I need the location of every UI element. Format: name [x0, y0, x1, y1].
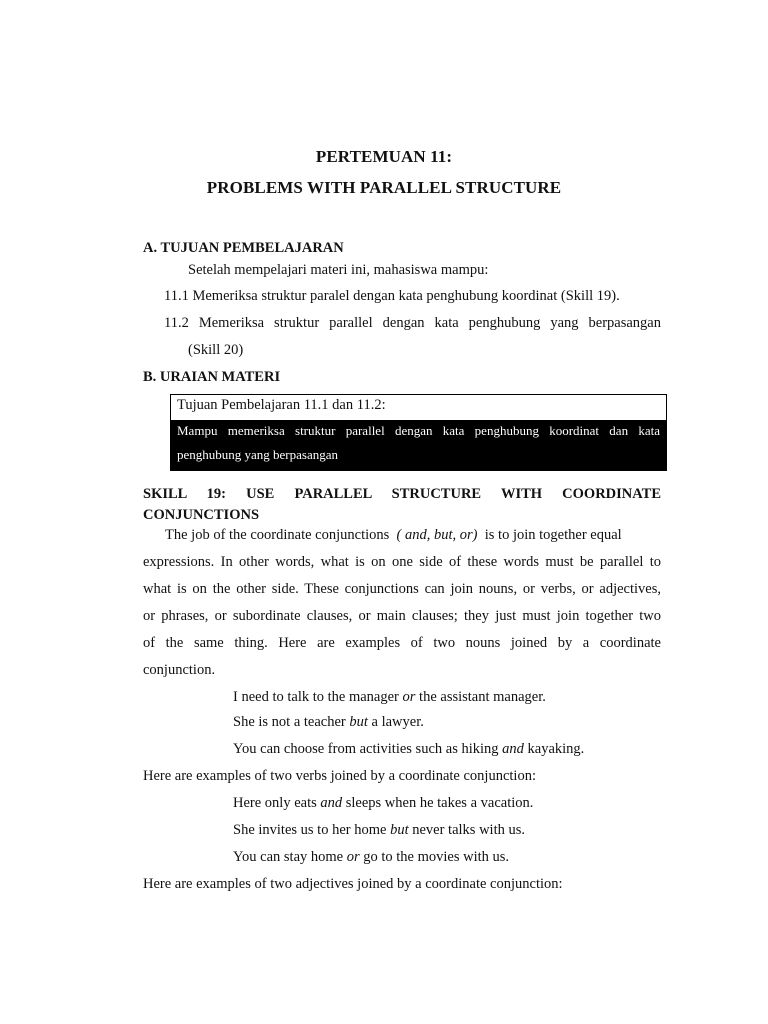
example-conjunction: but: [390, 822, 409, 838]
verbs-intro: Here are examples of two verbs joined by a coordinate conjunction:: [143, 768, 536, 784]
paragraph-line-3: what is on the other side. These conjunctions can join nouns, or verbs, or adjectives,: [143, 581, 661, 597]
objective-item-2-line1: 11.2 Memeriksa struktur parallel dengan kata penghubung yang berpasangan: [164, 315, 661, 331]
box-title: Tujuan Pembelajaran 11.1 dan 11.2:: [177, 397, 386, 413]
verb-example-3: [233, 849, 509, 866]
example-conjunction: and: [502, 741, 524, 757]
example-text: Here only eats: [233, 795, 321, 811]
adjectives-intro: Here are examples of two adjectives joined by a coordinate conjunction:: [143, 876, 563, 892]
p1-conjunctions: ( and, but, or): [396, 527, 478, 543]
paragraph-line-6: conjunction.: [143, 662, 216, 678]
box-text-line1: Mampu memeriksa struktur parallel dengan kata penghubung koordinat dan kata: [177, 423, 660, 438]
noun-example-2: [233, 714, 424, 731]
example-text: sleeps when he takes a vacation.: [342, 795, 534, 811]
example-text: go to the movies with us.: [359, 849, 510, 865]
page-title-line2: PROBLEMS WITH PARALLEL STRUCTURE: [206, 178, 562, 197]
paragraph-line-5: of the same thing. Here are examples of two nouns joined by a coordinate: [143, 635, 661, 651]
page-title-line1: PERTEMUAN 11:: [315, 147, 453, 166]
p1-text-start: The job of the coordinate conjunctions: [165, 527, 390, 543]
learning-objective-box: [170, 394, 667, 471]
p1-text-end: is to join together equal: [484, 527, 622, 543]
example-conjunction: but: [349, 714, 368, 730]
example-text: a lawyer.: [367, 714, 424, 730]
box-highlight: [171, 420, 666, 471]
example-text: kayaking.: [523, 741, 585, 757]
example-text: I need to talk to the manager: [233, 689, 403, 705]
objective-item-2-line2: (Skill 20): [188, 342, 244, 358]
example-text: the assistant manager.: [415, 689, 546, 705]
paragraph-line-4: or phrases, or subordinate clauses, or main clauses; they just must join together two: [143, 608, 661, 624]
paragraph-line-2: expressions. In other words, what is on one side of these words must be parallel to: [143, 554, 661, 570]
section-a-intro: Setelah mempelajari materi ini, mahasiswa mampu:: [188, 262, 489, 278]
noun-example-3: [233, 741, 584, 758]
section-a-heading: A. TUJUAN PEMBELAJARAN: [143, 240, 344, 256]
verb-example-1: [233, 795, 533, 812]
example-text: You can choose from activities such as hiking: [233, 741, 503, 757]
example-text: She invites us to her home: [233, 822, 391, 838]
objective-item-1: 11.1 Memeriksa struktur paralel dengan kata penghubung koordinat (Skill 19).: [164, 288, 620, 304]
verb-example-2: [233, 822, 525, 839]
example-conjunction: or: [346, 849, 360, 865]
example-conjunction: and: [320, 795, 343, 811]
example-text: You can stay home: [233, 849, 347, 865]
skill19-heading-line1: SKILL 19: USE PARALLEL STRUCTURE WITH COORDINATE: [143, 486, 661, 502]
example-text: never talks with us.: [408, 822, 525, 838]
section-b-heading: B. URAIAN MATERI: [143, 369, 281, 385]
skill19-heading-line2: CONJUNCTIONS: [143, 507, 260, 523]
noun-example-1: [233, 689, 546, 706]
example-text: She is not a teacher: [233, 714, 350, 730]
example-conjunction: or: [402, 689, 416, 705]
box-text-line2: penghubung yang berpasangan: [177, 447, 339, 462]
paragraph-line-1: [165, 527, 622, 544]
